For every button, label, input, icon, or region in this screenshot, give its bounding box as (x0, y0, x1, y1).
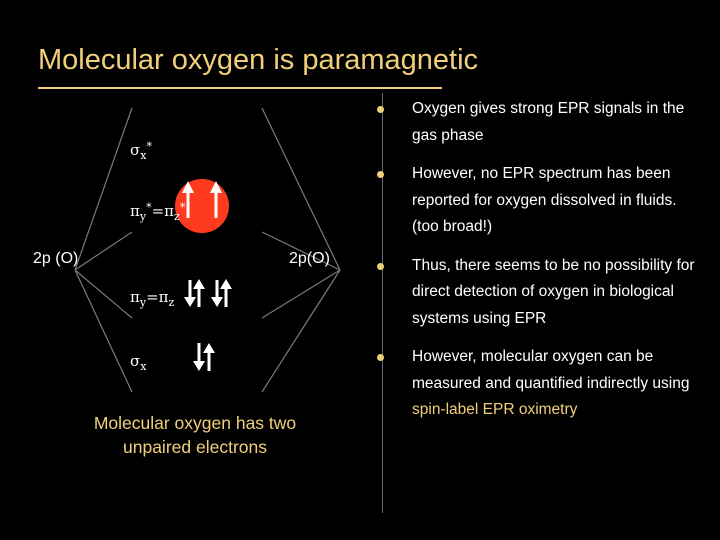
bullet-dot-icon (377, 171, 384, 178)
bullet-item: Oxygen gives strong EPR signals in the gas phase (368, 96, 698, 149)
pi-label: $\pi_y=\pi_z$ (130, 288, 175, 309)
sigma-electrons (193, 343, 215, 371)
spin-down-arrow-icon (211, 297, 223, 307)
sigma-label: $\sigma_x$ (130, 352, 147, 373)
bullet-item: Thus, there seems to be no possibility for direct detection of oxygen in biological systems using EPR (368, 253, 698, 333)
slide-title: Molecular oxygen is paramagnetic (38, 44, 479, 76)
connector-right-sigma-star (262, 108, 340, 270)
connector-right-sigma (262, 270, 340, 392)
bullet-dot-icon (377, 106, 384, 113)
spin-up-arrow-icon (203, 343, 215, 353)
spin-up-arrow-icon (193, 279, 205, 289)
bullet-dot-icon (377, 354, 384, 361)
connector-right-pi (262, 270, 340, 318)
spin-up-arrow-icon (220, 279, 232, 289)
bullet-item: However, molecular oxygen can be measured and quantified indirectly using spin-label EPR oximetry (368, 344, 698, 424)
sigma-star-label: $\sigma_x^*$ (130, 140, 152, 162)
bullet-dot-icon (377, 263, 384, 270)
connector-left-sigma-star (75, 108, 132, 270)
atomic-orbital-left-label: 2p (O) (33, 250, 79, 267)
spin-down-arrow-icon (184, 297, 196, 307)
spin-down-arrow-icon (193, 361, 205, 371)
spin-label-oximetry-highlight: spin-label EPR oximetry (412, 401, 578, 418)
atomic-orbital-right-label: 2p(O) (289, 250, 330, 267)
pi-electrons (184, 279, 232, 307)
bullet-list (368, 96, 698, 424)
pi-star-label: $\pi_y^*=\pi_z^*$ (130, 201, 186, 223)
connector-left-pi-star (75, 232, 132, 270)
bullet-item: However, no EPR spectrum has been reported for oxygen dissolved in fluids. (too broad!) (368, 161, 698, 241)
connector-left-pi (75, 270, 132, 318)
connector-left-sigma (75, 270, 132, 392)
diagram-caption: Molecular oxygen has two unpaired electrons (93, 413, 297, 457)
